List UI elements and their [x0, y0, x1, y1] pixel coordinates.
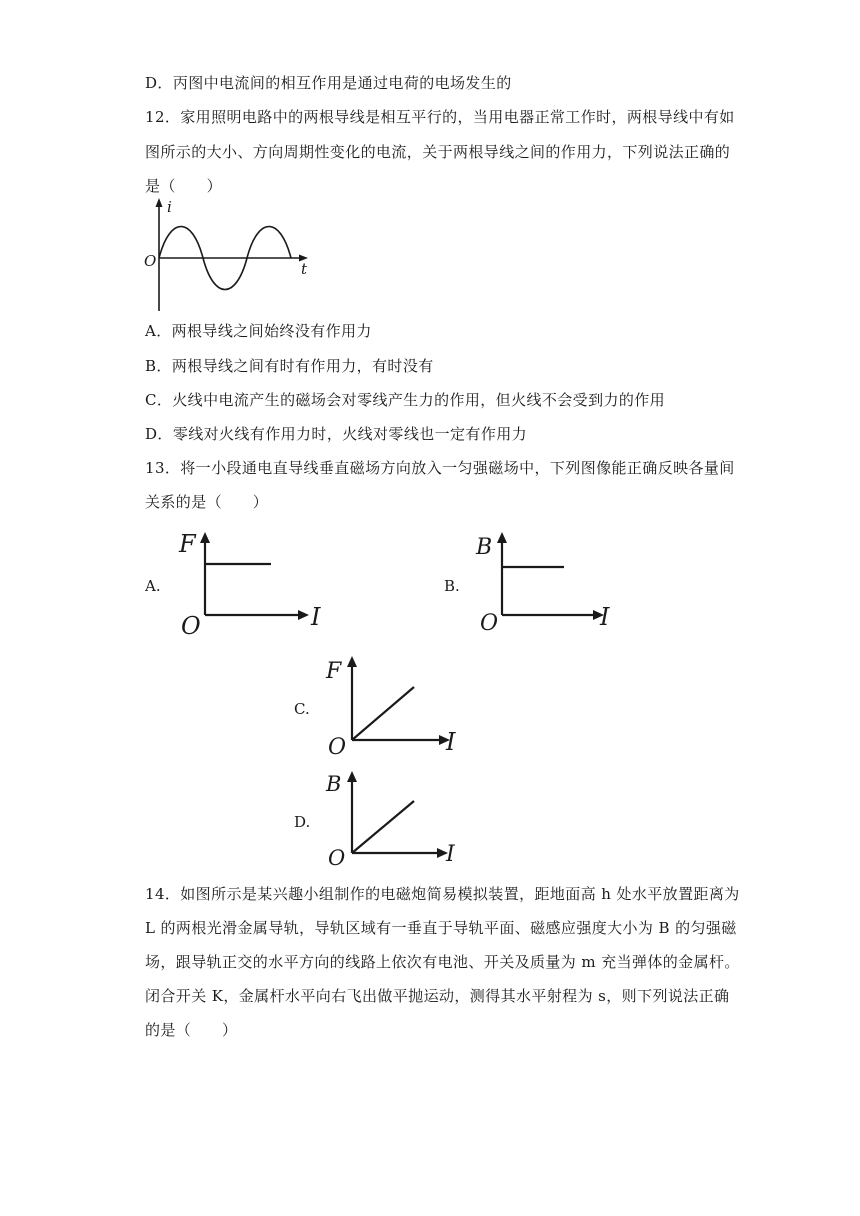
x-axis-label: I [311, 603, 321, 631]
q12-option-a: A．两根导线之间始终没有作用力 [145, 322, 372, 340]
q11-option-d: D．丙图中电流间的相互作用是通过电荷的电场发生的 [145, 74, 512, 92]
q12-stem-line-3: 是（ ） [145, 177, 223, 195]
q12-stem-line-2: 图所示的大小、方向周期性变化的电流，关于两根导线之间的作用力，下列说法正确的 [145, 143, 731, 161]
q13-option-d-label: D. [294, 813, 311, 831]
origin-label: O [144, 252, 157, 270]
q13-option-c-label: C. [294, 700, 310, 718]
origin-label: O [328, 846, 346, 870]
y-axis-label: F [326, 659, 342, 684]
x-axis-label: I [446, 728, 456, 756]
x-axis-label: I [600, 603, 610, 631]
q12-option-d: D．零线对火线有作用力时，火线对零线也一定有作用力 [145, 425, 528, 443]
origin-label: O [328, 735, 347, 760]
q14-stem-line-3: 场，跟导轨正交的水平方向的线路上依次有电池、开关及质量为 m 充当弹体的金属杆。 [145, 953, 740, 971]
graph-line [352, 687, 414, 740]
q14-stem-line-5: 的是（ ） [145, 1021, 238, 1039]
q12-option-b: B．两根导线之间有时有作用力，有时没有 [145, 357, 434, 375]
q12-option-c: C．火线中电流产生的磁场会对零线产生力的作用，但火线不会受到力的作用 [145, 391, 666, 409]
x-axis-label: t [301, 260, 308, 278]
q13-graph-b [472, 530, 632, 640]
q13-graph-a [175, 530, 335, 640]
y-axis-label: B [476, 535, 493, 560]
y-axis-arrow [156, 198, 163, 207]
q12-current-graph [140, 196, 320, 316]
q13-stem-line-2: 关系的是（ ） [145, 493, 269, 511]
q14-stem-line-1: 14．如图所示是某兴趣小组制作的电磁炮简易模拟装置，距地面高 h 处水平放置距离为 [145, 885, 740, 903]
q14-stem-line-4: 闭合开关 K，金属杆水平向右飞出做平抛运动，测得其水平射程为 s，则下列说法正确 [145, 987, 730, 1005]
q13-option-b-label: B. [444, 577, 460, 595]
q13-graph-d [322, 765, 482, 871]
y-axis-label: F [179, 530, 196, 558]
y-axis-label: B [326, 772, 342, 796]
q14-stem-line-2: L 的两根光滑金属导轨，导轨区域有一垂直于导轨平面、磁感应强度大小为 B 的匀强磁 [145, 919, 737, 937]
y-axis-label: i [167, 198, 172, 216]
q13-graph-c [322, 650, 482, 760]
x-axis-label: I [446, 842, 455, 867]
q13-stem-line-1: 13．将一小段通电直导线垂直磁场方向放入一匀强磁场中，下列图像能正确反映各量间 [145, 459, 735, 477]
q12-stem-line-1: 12．家用照明电路中的两根导线是相互平行的，当用电器正常工作时，两根导线中有如 [145, 108, 735, 126]
q13-option-a-label: A. [145, 577, 161, 595]
graph-line [352, 801, 414, 853]
origin-label: O [181, 612, 201, 640]
origin-label: O [480, 611, 499, 636]
